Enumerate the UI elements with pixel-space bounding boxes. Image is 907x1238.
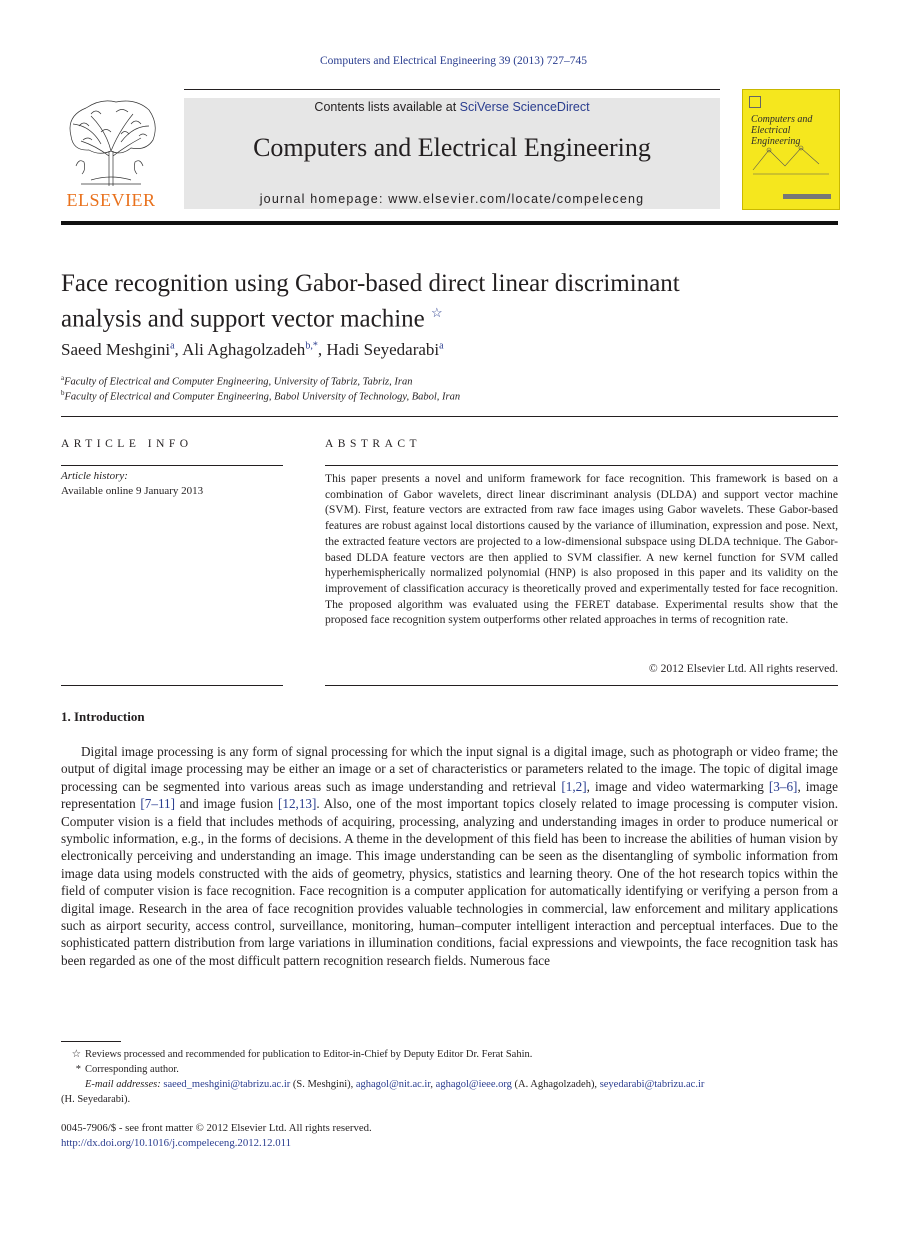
journal-title: Computers and Electrical Engineering (253, 133, 651, 162)
abstract-text: This paper presents a novel and uniform framework for face recognition. This framework is based on a combination of Gabor wavelets, direct linear discriminant analysis (DLDA) and support vector machine (SVM). First, feature vectors are extracted from raw face images using Gabor wavelets. These Gabor-based features are robust against local distortions caused by the variance of illumination, expression and pose. Next, the extracted feature vectors are projected to a low-dimensional subspace using DLDA technique. The Gabor-based DLDA feature vectors are then applied to SVM classifier. A new kernel function for SVM called hyperhemispherically normalized polynomial (HNP) is also proposed in this paper and its validity on the improvement of classification accuracy is theoretically proved and experimentally tested for face recognition. The proposed algorithm was evaluated using the FERET database. Experimental results show that the proposed face recognition system outperforms other related approaches in terms of recognition rate. (325, 472, 838, 627)
affiliation-a: $^a$Faculty of Electrical and Computer Engineering, University of Tabriz, Tabriz, Iran (61, 374, 413, 388)
footnote-corresponding: * Corresponding author. (75, 1064, 179, 1075)
cover-title: Computers and Electrical Engineering (751, 114, 813, 147)
author-name: Hadi Seyedarabi (326, 340, 440, 359)
divider (61, 416, 838, 417)
header-top-rule (184, 89, 720, 90)
reference-link[interactable]: [7–11] (140, 796, 176, 812)
article-title: Face recognition using Gabor-based direct linear discriminant analysis and support vector machine ☆ (61, 270, 680, 333)
abstract-heading: ABSTRACT (325, 438, 422, 450)
author-affil-mark[interactable]: b,* (305, 340, 318, 352)
divider (61, 685, 283, 686)
divider (325, 685, 838, 686)
author-affil-mark[interactable]: a (170, 340, 175, 352)
article-history-value: Available online 9 January 2013 (61, 485, 204, 497)
article-history-label: Article history: (61, 470, 128, 482)
abstract-copyright: © 2012 Elsevier Ltd. All rights reserved. (648, 662, 838, 675)
section-heading-introduction: 1. Introduction (61, 709, 145, 724)
reference-link[interactable]: [12,13] (277, 796, 317, 812)
footnote-star: ☆ Reviews processed and recommended for publication to Editor-in-Chief by Deputy Editor Dr. Ferat Sahin. (71, 1049, 533, 1060)
author-name: Ali Aghagolzadeh (182, 340, 306, 359)
cover-emblem-icon (749, 96, 761, 108)
header-thick-rule (61, 221, 838, 225)
article-info-heading: ARTICLE INFO (61, 438, 193, 450)
author-name: Saeed Meshgini (61, 340, 171, 359)
divider (325, 465, 838, 466)
divider (61, 465, 283, 466)
title-footnote-star-icon[interactable]: ☆ (431, 305, 443, 320)
journal-citation[interactable]: Computers and Electrical Engineering 39 (2013) 727–745 (320, 55, 587, 67)
cover-publisher-bar (783, 194, 831, 199)
doi-link[interactable]: http://dx.doi.org/10.1016/j.compeleceng.2012.12.011 (61, 1137, 292, 1149)
introduction-paragraph: Digital image processing is any form of signal processing for which the input signal is a digital image, such as photograph or video frame; the output of digital image processing may be either an image or a set of characteristics or parameters related to the image. The topic of digital image processing can be segmented into various areas such as image understanding and retrieval [1,2], image and video watermarking [3–6], image representation [7–11] and image fusion [12,13]. Also, one of the most important topics closely related to image processing is computer vision. Computer vision is a field that includes methods of acquiring, processing, analyzing and understanding images in order to produce numerical or symbolic information, e.g., in the forms of decisions. A theme in the development of this field has been to increase the abilities of human vision by electronically perceiving and understanding an image. This image understanding can be seen as the disentangling of symbolic information from image data using models constructed with the aids of geometry, physics, statistics and learning theory. One of the hot research topics within the field of computer vision is face recognition. Face recognition is a computer application for automatically identifying or verifying a person from a digital image. Research in the area of face recognition provides valuable technologies in commercial, law enforcement and military applications such as airport security, access control, surveillance, monitoring, human–computer intelligent interaction and perceptual interfaces. Due to the sophisticated pattern distribution from large variations in illumination conditions, facial expressions and viewpoints, the face recognition task has been regarded as one of the most difficult pattern recognition research fields. Numerous face (61, 744, 838, 968)
issn-line: 0045-7906/$ - see front matter © 2012 Elsevier Ltd. All rights reserved. (61, 1122, 372, 1134)
affiliation-b: $^b$Faculty of Electrical and Computer Engineering, Babol University of Technology, Babol, Iran (61, 389, 461, 403)
email-link[interactable]: aghagol@nit.ac.ir (355, 1079, 431, 1090)
journal-cover-thumbnail[interactable] (742, 89, 840, 210)
footnote-email-owner: (H. Seyedarabi). (61, 1094, 131, 1105)
author-affil-mark[interactable]: a (439, 340, 444, 352)
elsevier-wordmark: ELSEVIER (66, 190, 156, 210)
footnote-emails: E-mail addresses: saeed_meshgini@tabrizu.ac.ir (S. Meshgini), aghagol@nit.ac.ir, aghagol@ieee.org (A. Aghagolzadeh), seyedarabi@tabrizu.ac.ir (85, 1079, 705, 1090)
journal-homepage[interactable]: journal homepage: www.elsevier.com/locate/compeleceng (259, 192, 645, 206)
email-link[interactable]: saeed_meshgini@tabrizu.ac.ir (163, 1079, 291, 1090)
author-list: Saeed Meshgini$^a$, Ali Aghagolzadeh$^{b,*}$, Hadi Seyedarabi$^a$ (61, 340, 444, 359)
sciencedirect-link[interactable]: SciVerse ScienceDirect (459, 100, 590, 114)
footnote-rule (61, 1041, 121, 1042)
email-link[interactable]: aghagol@ieee.org (435, 1079, 512, 1090)
reference-link[interactable]: [1,2] (561, 778, 587, 794)
email-link[interactable]: seyedarabi@tabrizu.ac.ir (599, 1079, 705, 1090)
contents-line: Contents lists available at SciVerse ScienceDirect (314, 100, 590, 114)
reference-link[interactable]: [3–6] (768, 778, 798, 794)
cover-graphic-icon (749, 140, 833, 180)
